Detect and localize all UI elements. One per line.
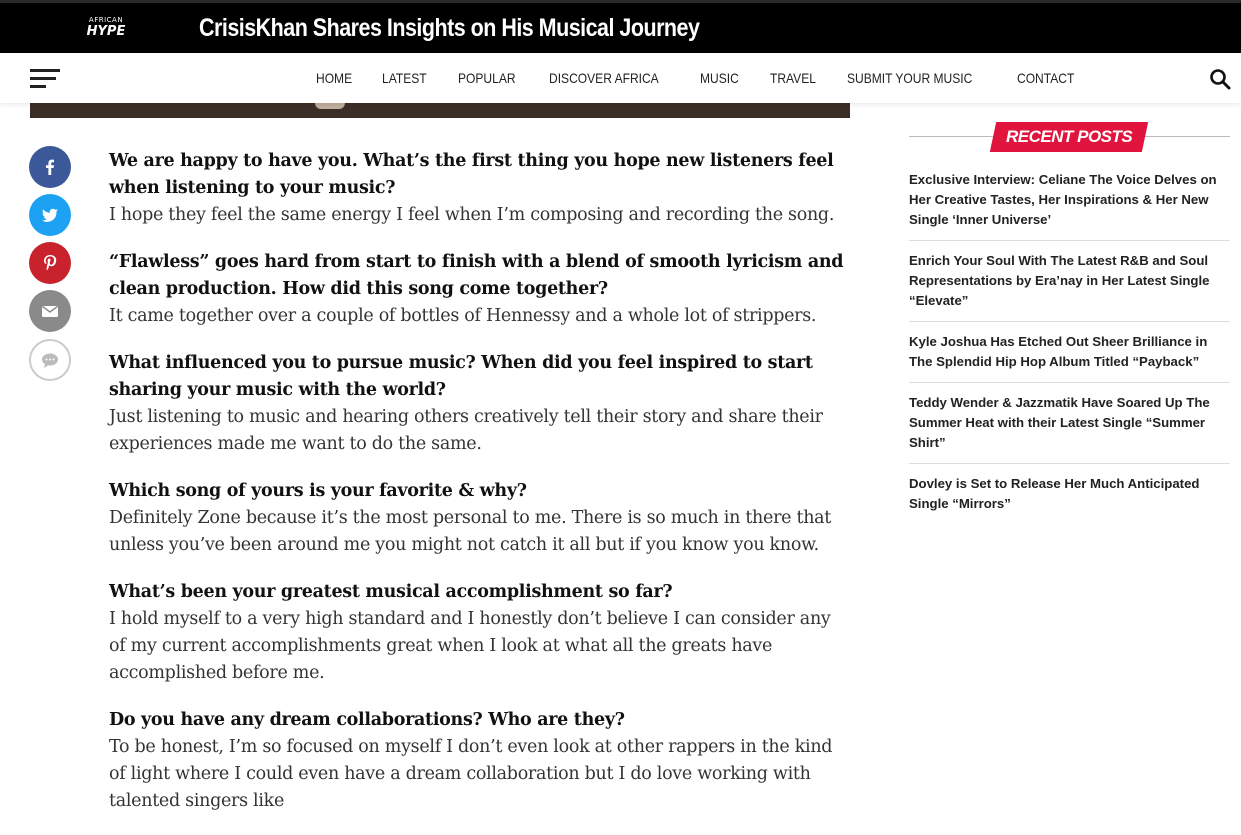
nav-item-discover-africa[interactable]: DISCOVER AFRICA — [548, 70, 659, 86]
article-title: CrisisKhan Shares Insights on His Musical Journey — [199, 14, 700, 42]
nav-item-music[interactable]: MUSIC — [700, 70, 740, 86]
logo-text-top: AFRICAN — [88, 16, 124, 24]
interview-answer: I hold myself to a very high standard and I honestly don’t believe I can consider any of my current accomplishments great when I look at what all the greats have accomplished before me. — [109, 609, 831, 683]
nav-item-travel[interactable]: TRAVEL — [769, 70, 816, 86]
twitter-share-button[interactable] — [29, 194, 71, 236]
interview-question: “Flawless” goes hard from start to finish with a blend of smooth lyricism and clean production. How did this song come together? — [109, 252, 844, 299]
facebook-share-button[interactable] — [29, 146, 71, 188]
main-navigation — [0, 53, 1241, 103]
nav-item-submit-your-music[interactable]: SUBMIT YOUR MUSIC — [846, 70, 973, 86]
logo-text-main: HYPE — [86, 24, 126, 39]
interview-answer: Just listening to music and hearing others creatively tell their story and share their experiences made me want to do the same. — [109, 407, 823, 454]
pinterest-share-button[interactable] — [29, 242, 71, 284]
recent-post-link[interactable]: Enrich Your Soul With The Latest R&B and Soul Representations by Era’nay in Her Latest Single “Elevate” — [909, 251, 1230, 322]
interview-question: Which song of yours is your favorite & why? — [109, 481, 527, 501]
twitter-icon — [40, 205, 60, 225]
pinterest-icon — [40, 253, 60, 273]
email-icon — [40, 301, 60, 321]
recent-posts-title — [990, 122, 1148, 152]
interview-answer: It came together over a couple of bottles of Hennessy and a whole lot of strippers. — [109, 306, 817, 326]
interview-question: What’s been your greatest musical accomplishment so far? — [109, 582, 673, 602]
search-icon[interactable] — [1209, 68, 1231, 90]
qa-block — [109, 148, 849, 229]
qa-block — [109, 579, 849, 687]
recent-posts-list — [909, 170, 1230, 524]
email-share-button[interactable] — [29, 290, 71, 332]
interview-question: Do you have any dream collaborations? Who are they? — [109, 710, 625, 730]
qa-block — [109, 478, 849, 559]
qa-block — [109, 707, 849, 815]
qa-block — [109, 350, 849, 458]
recent-post-link[interactable]: Dovley is Set to Release Her Much Anticipated Single “Mirrors” — [909, 476, 1200, 511]
recent-post-link[interactable]: Kyle Joshua Has Etched Out Sheer Brilliance in The Splendid Hip Hop Album Titled “Payback” — [909, 332, 1230, 383]
nav-item-contact[interactable]: CONTACT — [1016, 70, 1074, 86]
interview-question: We are happy to have you. What’s the first thing you hope new listeners feel when listening to your music? — [109, 151, 834, 198]
recent-post-link[interactable]: Teddy Wender & Jazzmatik Have Soared Up The Summer Heat with their Latest Single “Summer Shirt” — [909, 393, 1230, 464]
interview-question: What influenced you to pursue music? When did you feel inspired to start sharing your music with the world? — [109, 353, 813, 400]
comments-button[interactable] — [29, 339, 71, 381]
nav-item-latest[interactable]: LATEST — [382, 70, 427, 86]
comment-icon — [40, 350, 60, 370]
article-body — [109, 148, 849, 835]
recent-posts-header — [909, 120, 1230, 152]
recent-post-link[interactable]: Exclusive Interview: Celiane The Voice Delves on Her Creative Tastes, Her Inspirations & Her New Single ‘Inner Universe’ — [909, 170, 1230, 241]
interview-answer: I hope they feel the same energy I feel when I’m composing and recording the song. — [109, 205, 835, 225]
sidebar — [909, 120, 1230, 534]
nav-item-popular[interactable]: POPULAR — [457, 70, 516, 86]
site-logo[interactable] — [86, 17, 126, 43]
top-header-bar — [0, 0, 1241, 53]
qa-block — [109, 249, 849, 330]
recent-posts-heading-text: RECENT POSTS — [1005, 127, 1133, 146]
interview-answer: To be honest, I’m so focused on myself I don’t even look at other rappers in the kind of light where I could even have a dream collaboration but I do love working with talented singers like — [109, 737, 833, 811]
menu-icon[interactable] — [30, 69, 60, 89]
nav-menu — [316, 53, 1107, 103]
interview-answer: Definitely Zone because it’s the most personal to me. There is so much in there that unless you’ve been around me you might not catch it all but if you know you know. — [109, 508, 832, 555]
featured-image — [30, 103, 850, 118]
facebook-icon — [40, 157, 60, 177]
nav-item-home[interactable]: HOME — [316, 70, 353, 86]
